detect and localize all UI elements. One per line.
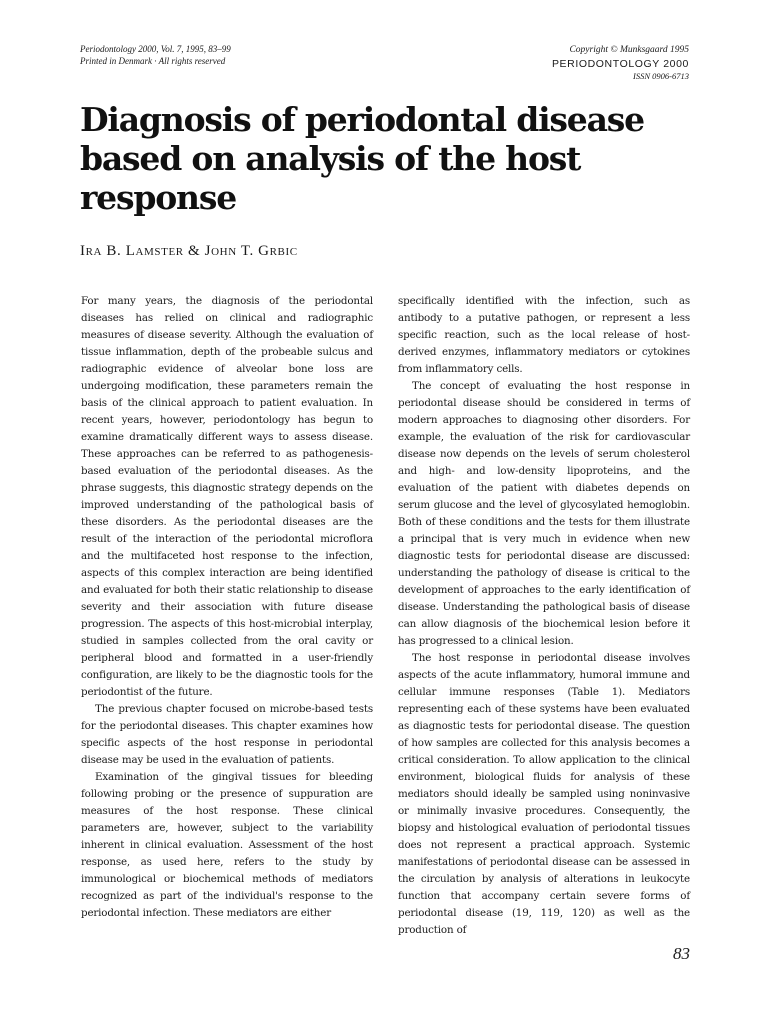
- printed-notice: Printed in Denmark · All rights reserved: [80, 55, 226, 66]
- copyright-notice: Copyright © Munksgaard 1995: [569, 45, 689, 55]
- journal-citation: Periodontology 2000, Vol. 7, 1995, 83–99: [80, 44, 231, 54]
- journal-name: PERIODONTOLOGY 2000: [551, 58, 689, 70]
- page-number: 83: [673, 944, 690, 963]
- body-column-right: [398, 293, 690, 939]
- article-authors: Ira B. Lamster & John T. Grbic: [80, 243, 298, 259]
- masthead-journal-block: [389, 44, 689, 82]
- issn-number: ISSN 0906-6713: [633, 71, 689, 81]
- body-column-left: [81, 293, 373, 922]
- paragraph: For many years, the diagnosis of the periodontal diseases has relied on clinical and radiographic measures of disease severity. Although the evaluation of tissue inflammation, depth of the probeable sulcus and radiographic evidence of alveolar bone loss are undergoing modification, these parameters remain the basis of the clinical approach to patient evaluation. In recent years, however, periodontology has begun to examine dramatically different ways to assess disease. These approaches can be referred to as pathogenesis-based evaluation of the periodontal diseases. As the phrase suggests, this diagnostic strategy depends on the improved understanding of the pathological basis of these disorders. As the periodontal diseases are the result of the interaction of the periodontal microflora and the multifaceted host response to the infection, aspects of this complex interaction are being identified and evaluated for both their static relationship to disease severity and their association with future disease progression. The aspects of this host-microbial interplay, studied in samples collected from the oral cavity or peripheral blood and formatted in a user-friendly configuration, are likely to be the diagnostic tools for the periodontist of the future.: [81, 295, 373, 698]
- paragraph: The previous chapter focused on microbe-based tests for the periodontal diseases. This chapter examines how specific aspects of the host response in periodontal disease may be used in the evaluation of patients.: [81, 703, 373, 766]
- paragraph: specifically identified with the infection, such as antibody to a putative pathogen, or represent a less specific reaction, such as the local release of host-derived enzymes, inflammatory mediators or cytokines from inflammatory cells.: [398, 295, 690, 375]
- article-title: Diagnosis of periodontal disease based on analysis of the host response: [80, 100, 644, 217]
- paragraph: Examination of the gingival tissues for bleeding following probing or the presence of suppuration are measures of the host response. These clinical parameters are, however, subject to the variability inherent in clinical evaluation. Assessment of the host response, as used here, refers to the study by immunological or biochemical methods of mediators recognized as part of the individual's response to the periodontal infection. These mediators are either: [81, 771, 373, 919]
- paragraph: The concept of evaluating the host response in periodontal disease should be considered in terms of modern approaches to diagnosing other disorders. For example, the evaluation of the risk for cardiovascular disease now depends on the levels of serum cholesterol and high- and low-density lipoproteins, and the evaluation of the patient with diabetes depends on serum glucose and the level of glycosylated hemoglobin. Both of these conditions and the tests for them illustrate a principal that is very much in evidence when new diagnostic tests for periodontal disease are discussed: understanding the pathology of disease is critical to the development of approaches to the early identification of disease. Understanding the pathological basis of disease can allow diagnosis of the biochemical lesion before it has progressed to a clinical lesion.: [398, 380, 690, 647]
- masthead-citation-block: [80, 44, 380, 67]
- paragraph: The host response in periodontal disease involves aspects of the acute inflammatory, humoral immune and cellular immune responses (Table 1). Mediators representing each of these systems have been evaluated as diagnostic tests for periodontal disease. The question of how samples are collected for this analysis becomes a critical consideration. To allow application to the clinical environment, biological fluids for analysis of these mediators should ideally be sampled using noninvasive or minimally invasive procedures. Consequently, the biopsy and histological evaluation of periodontal tissues does not represent a practical approach. Systemic manifestations of periodontal disease can be assessed in the circulation by analysis of alterations in leukocyte function that accompany certain severe forms of periodontal disease (19, 119, 120) as well as the production of: [398, 652, 690, 936]
